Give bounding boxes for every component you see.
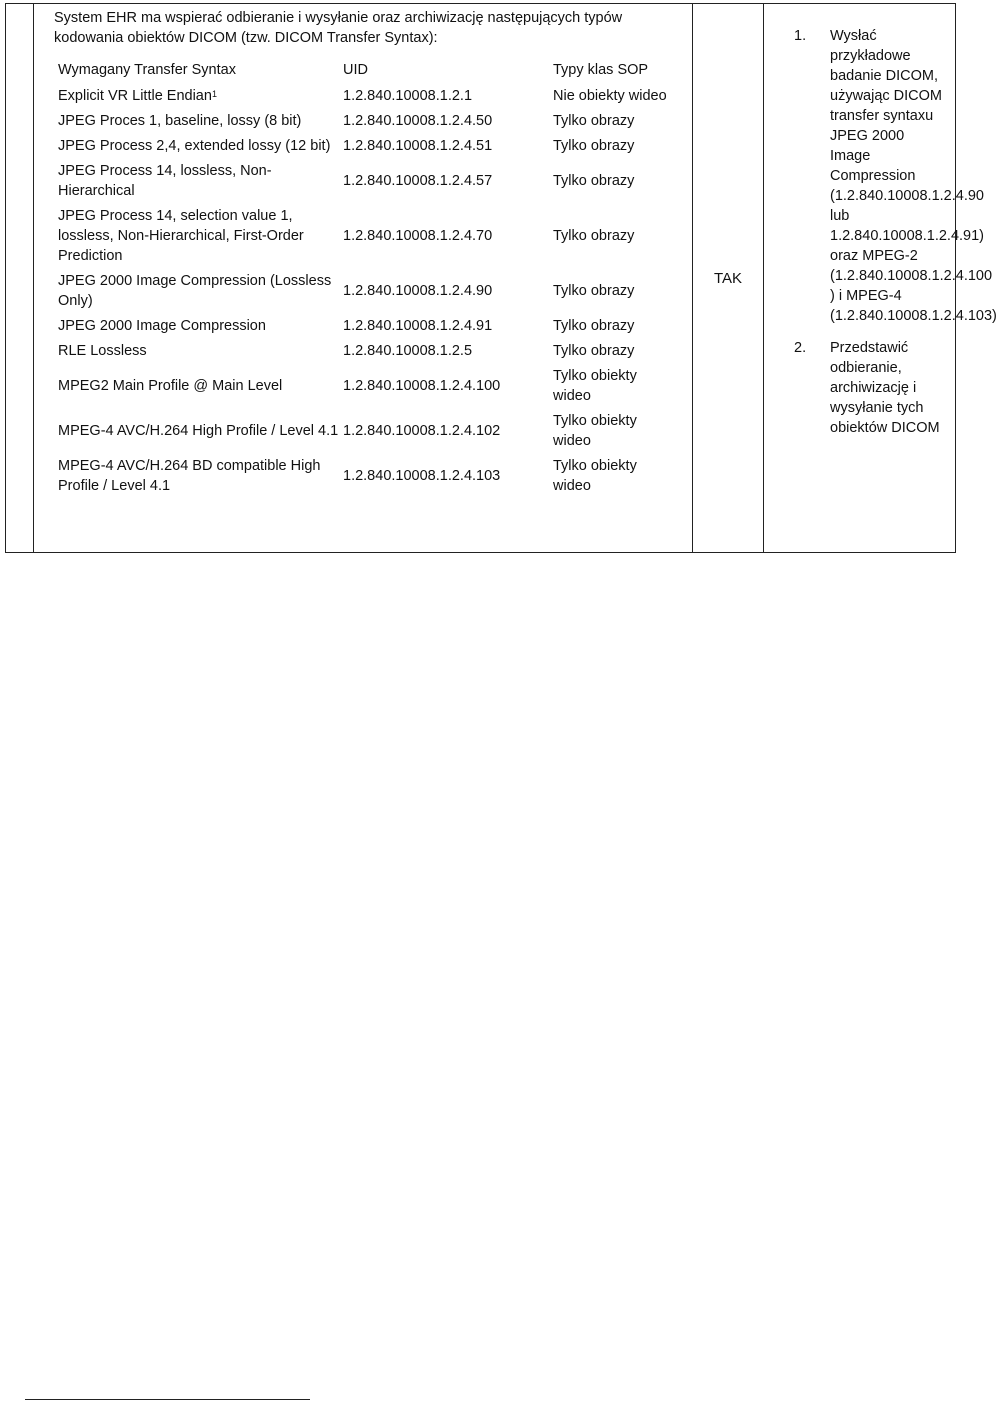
syntax-name: Explicit VR Little Endian$^1$ bbox=[58, 88, 217, 104]
syntax-name: JPEG Process 2,4, extended lossy (12 bit) bbox=[58, 138, 331, 154]
header-sop-types: Typy klas SOP bbox=[553, 62, 649, 78]
syntax-sop: Tylko obrazy bbox=[553, 228, 635, 244]
footnote-separator bbox=[25, 1399, 310, 1400]
syntax-sop: Tylko obrazy bbox=[553, 173, 635, 189]
requirement-text: System EHR ma wspierać odbieranie i wysyłanie oraz archiwizację następujących typów kodowania obiektów DICOM (tzw. DICOM Transfer Syntax): bbox=[54, 10, 623, 46]
syntax-uid: 1.2.840.10008.1.2.4.103 bbox=[343, 468, 501, 484]
requirements-table bbox=[5, 3, 997, 553]
syntax-sop: Nie obiekty wideo bbox=[553, 88, 667, 104]
table-row bbox=[58, 341, 678, 366]
table-row bbox=[58, 161, 678, 206]
list-item-text: Przedstawić odbieranie, archiwizację i wysyłanie tych obiektów DICOM bbox=[830, 340, 940, 436]
syntax-name: MPEG2 Main Profile @ Main Level bbox=[58, 378, 283, 394]
list-item bbox=[794, 338, 947, 438]
list-item-text: Wysłać przykładowe badanie DICOM, używając DICOM transfer syntaxu JPEG 2000 Image Compression (1.2.840.10008.1.2.4.90 lub 1.2.840.10008.1.2.4.91) oraz MPEG-2 (1.2.840.10008.1.2.4.100 ) i MPEG-4 (1.2.840.10008.1.2.4.103) bbox=[830, 28, 997, 324]
table-row bbox=[58, 111, 678, 136]
syntax-sop: Tylko obiekty wideo bbox=[553, 368, 637, 404]
transfer-syntax-header bbox=[58, 60, 678, 86]
list-item-number: 2. bbox=[794, 340, 807, 356]
syntax-sop: Tylko obrazy bbox=[553, 138, 635, 154]
required-cell bbox=[693, 4, 764, 553]
syntax-sop: Tylko obiekty wideo bbox=[553, 458, 637, 494]
verification-cell bbox=[764, 4, 997, 553]
syntax-name: MPEG-4 AVC/H.264 High Profile / Level 4.1 bbox=[58, 423, 339, 439]
syntax-uid: 1.2.840.10008.1.2.4.91 bbox=[343, 318, 493, 334]
syntax-name: MPEG-4 AVC/H.264 BD compatible High Profile / Level 4.1 bbox=[58, 458, 321, 494]
syntax-sop: Tylko obrazy bbox=[553, 318, 635, 334]
syntax-name: JPEG 2000 Image Compression bbox=[58, 318, 266, 334]
header-uid: UID bbox=[343, 62, 368, 78]
table-row bbox=[58, 366, 678, 411]
syntax-uid: 1.2.840.10008.1.2.4.51 bbox=[343, 138, 493, 154]
table-row bbox=[58, 456, 678, 496]
syntax-uid: 1.2.840.10008.1.2.4.57 bbox=[343, 173, 493, 189]
footnote-ref: 1 bbox=[211, 89, 217, 99]
header-transfer-syntax: Wymagany Transfer Syntax bbox=[58, 62, 236, 78]
list-item-number: 1. bbox=[794, 28, 807, 44]
syntax-uid: 1.2.840.10008.1.2.4.100 bbox=[343, 378, 501, 394]
table-row bbox=[58, 316, 678, 341]
verification-list bbox=[794, 26, 997, 438]
syntax-name: JPEG Proces 1, baseline, lossy (8 bit) bbox=[58, 113, 302, 129]
syntax-name: RLE Lossless bbox=[58, 343, 147, 359]
syntax-sop: Tylko obrazy bbox=[553, 343, 635, 359]
index-cell bbox=[6, 4, 34, 553]
required-value: TAK bbox=[713, 269, 743, 287]
syntax-uid: 1.2.840.10008.1.2.4.50 bbox=[343, 113, 493, 129]
list-item bbox=[794, 26, 997, 326]
syntax-uid: 1.2.840.10008.1.2.4.90 bbox=[343, 283, 493, 299]
syntax-uid: 1.2.840.10008.1.2.4.70 bbox=[343, 228, 493, 244]
syntax-name: JPEG Process 14, lossless, Non-Hierarchical bbox=[58, 163, 272, 199]
table-row bbox=[58, 136, 678, 161]
table-row bbox=[58, 206, 678, 271]
syntax-sop: Tylko obrazy bbox=[553, 283, 635, 299]
syntax-uid: 1.2.840.10008.1.2.1 bbox=[343, 88, 473, 104]
requirement-cell bbox=[34, 4, 693, 553]
syntax-uid: 1.2.840.10008.1.2.5 bbox=[343, 343, 473, 359]
syntax-name: JPEG 2000 Image Compression (Lossless Only) bbox=[58, 273, 332, 309]
syntax-sop: Tylko obrazy bbox=[553, 113, 635, 129]
transfer-syntax-table bbox=[58, 60, 678, 496]
table-row bbox=[58, 86, 678, 111]
table-row bbox=[58, 271, 678, 316]
syntax-name: JPEG Process 14, selection value 1, lossless, Non-Hierarchical, First-Order Prediction bbox=[58, 208, 304, 264]
table-row bbox=[58, 411, 678, 456]
syntax-uid: 1.2.840.10008.1.2.4.102 bbox=[343, 423, 501, 439]
syntax-sop: Tylko obiekty wideo bbox=[553, 413, 637, 449]
